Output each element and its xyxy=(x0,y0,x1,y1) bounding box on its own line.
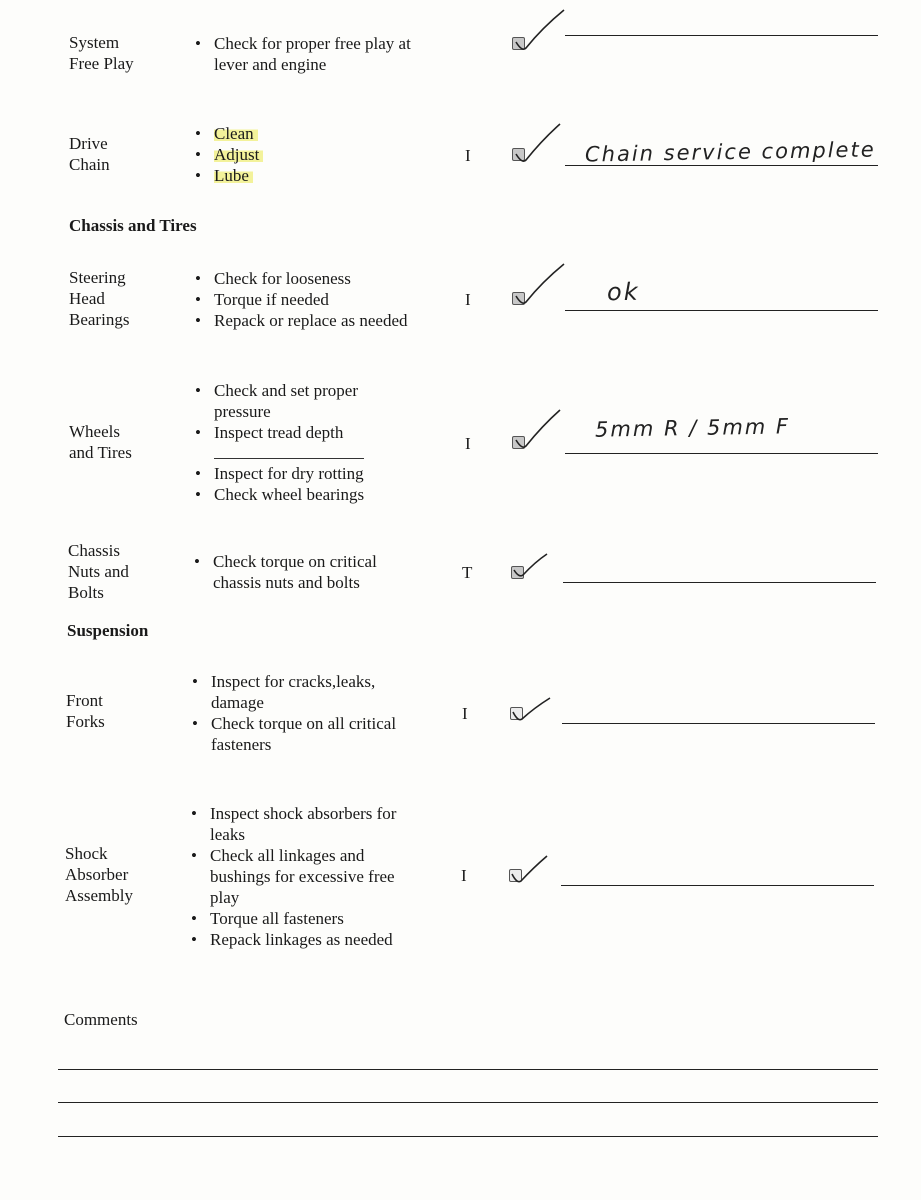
label-line: Chain xyxy=(69,155,110,174)
label-line: System xyxy=(69,33,120,52)
task-item xyxy=(192,671,396,713)
handwritten-note: 5mm R / 5mm F xyxy=(594,414,791,442)
blank-entry-line[interactable] xyxy=(195,443,364,463)
comment-line[interactable] xyxy=(58,1069,878,1070)
code-letter: I xyxy=(465,146,471,165)
task-text: • Inspect shock absorbers for xyxy=(210,804,397,823)
label-line: Assembly xyxy=(65,886,133,905)
row-label-front-forks xyxy=(66,690,105,732)
task-text: • Check and set proper xyxy=(214,381,358,400)
task-list-drive-chain xyxy=(195,123,263,186)
code-letter: I xyxy=(461,866,467,885)
label-line: Drive xyxy=(69,134,108,153)
task-list-system-free-play xyxy=(195,33,411,75)
task-item xyxy=(195,310,408,331)
task-text: Check wheel bearings xyxy=(214,485,365,504)
checkmark-icon xyxy=(512,262,572,312)
task-item xyxy=(191,929,396,950)
label-line: Wheels xyxy=(69,422,120,441)
task-item xyxy=(192,713,396,755)
task-item xyxy=(191,845,396,908)
comment-line[interactable] xyxy=(58,1102,878,1103)
task-text: Repack linkages as needed xyxy=(210,930,393,949)
task-item xyxy=(195,380,364,422)
code-letter: I xyxy=(465,434,471,453)
comments-label: Comments xyxy=(64,1010,138,1029)
task-item xyxy=(194,551,377,593)
task-text: Inspect for dry rotting xyxy=(214,464,364,483)
label-line: Bolts xyxy=(68,583,104,602)
signature-line[interactable] xyxy=(563,582,876,583)
checkmark-icon xyxy=(509,852,559,892)
task-text: pressure xyxy=(214,402,271,421)
task-text: • Check all linkages and xyxy=(210,846,365,865)
section-title-chassis-and-tires: Chassis and Tires xyxy=(69,216,197,235)
row-label-wheels-and-tires xyxy=(69,421,132,463)
row-label-steering-head-bearings xyxy=(69,267,129,330)
label-line: Head xyxy=(69,289,105,308)
signature-line[interactable] xyxy=(565,453,878,454)
task-text: • Check torque on all critical xyxy=(211,714,397,733)
label-line: Shock xyxy=(65,844,108,863)
signature-line[interactable] xyxy=(565,35,878,36)
row-label-shock-absorber-assembly xyxy=(65,843,133,906)
task-list-shock-absorber-assembly xyxy=(191,803,396,950)
task-text: Torque all fasteners xyxy=(210,909,344,928)
task-text: Torque if needed xyxy=(214,290,329,309)
task-list-steering-head-bearings xyxy=(195,268,408,331)
comment-line[interactable] xyxy=(58,1136,878,1137)
checkmark-icon xyxy=(511,550,561,590)
checkmark-icon xyxy=(512,406,572,456)
task-item xyxy=(195,123,263,144)
checkmark-icon xyxy=(512,120,572,170)
label-line: Front xyxy=(66,691,103,710)
task-item xyxy=(195,268,408,289)
label-line: Free Play xyxy=(69,54,134,73)
task-text: leaks xyxy=(210,825,245,844)
task-list-front-forks xyxy=(192,671,396,755)
task-item xyxy=(195,144,263,165)
label-line: Forks xyxy=(66,712,105,731)
handwritten-note: ok xyxy=(606,277,640,307)
label-line: Nuts and xyxy=(68,562,129,581)
task-text: damage xyxy=(211,693,264,712)
task-text: Repack or replace as needed xyxy=(214,311,408,330)
task-text: play xyxy=(210,888,240,907)
label-line: Steering xyxy=(69,268,126,287)
task-item xyxy=(195,165,263,186)
task-text: lever and engine xyxy=(214,55,327,74)
row-label-drive-chain xyxy=(69,133,110,175)
signature-line[interactable] xyxy=(561,885,874,886)
task-text: Check for looseness xyxy=(214,269,351,288)
signature-line[interactable] xyxy=(562,723,875,724)
code-letter: T xyxy=(462,563,473,582)
section-title-suspension: Suspension xyxy=(67,621,149,640)
code-letter: I xyxy=(465,290,471,309)
signature-line[interactable] xyxy=(565,165,878,166)
task-text: bushings for excessive free xyxy=(210,867,395,886)
task-item xyxy=(191,908,396,929)
task-item xyxy=(191,803,396,845)
checkmark-icon xyxy=(510,694,560,734)
row-label-system-free-play xyxy=(69,32,134,74)
signature-line[interactable] xyxy=(565,310,878,311)
task-item xyxy=(195,484,364,505)
task-item xyxy=(195,422,364,443)
task-text: chassis nuts and bolts xyxy=(213,573,360,592)
label-line: Bearings xyxy=(69,310,130,329)
task-item xyxy=(195,463,364,484)
label-line: and Tires xyxy=(69,443,132,462)
task-text: Lube xyxy=(214,166,253,185)
label-line: Chassis xyxy=(68,541,120,560)
label-line: Absorber xyxy=(65,865,129,884)
row-label-chassis-nuts-and-bolts xyxy=(68,540,129,603)
task-item xyxy=(195,289,408,310)
task-list-wheels-and-tires xyxy=(195,380,364,505)
task-text: fasteners xyxy=(211,735,272,754)
task-item xyxy=(195,33,411,75)
task-text: • Check torque on critical xyxy=(213,552,377,571)
checkmark-icon xyxy=(512,8,572,58)
task-text: Clean xyxy=(214,124,258,143)
task-list-chassis-nuts-and-bolts xyxy=(194,551,377,593)
task-text: Adjust xyxy=(214,145,263,164)
code-letter: I xyxy=(462,704,468,723)
task-text: • Check for proper free play at xyxy=(214,34,411,53)
task-text: • Inspect for cracks,leaks, xyxy=(211,672,376,691)
handwritten-note: Chain service complete xyxy=(584,137,876,167)
task-text: Inspect tread depth xyxy=(214,423,344,442)
